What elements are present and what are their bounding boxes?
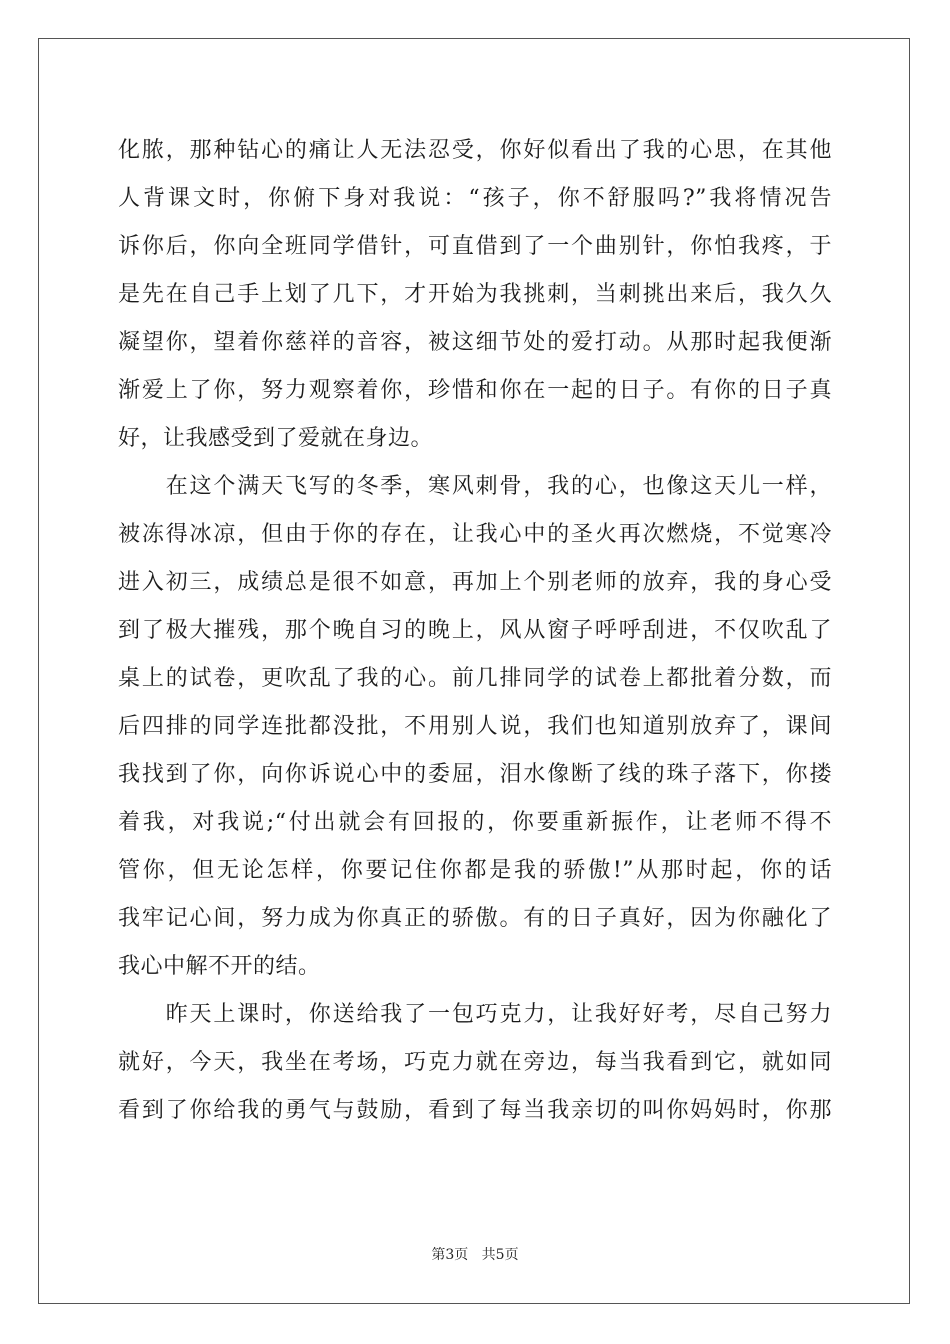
text-line: 渐爱上了你，努力观察着你，珍惜和你在一起的日子。有你的日子真	[118, 378, 832, 403]
text-line: 我找到了你，向你诉说心中的委屈，泪水像断了线的珠子落下，你搂	[118, 762, 832, 787]
text-line: 管你，但无论怎样，你要记住你都是我的骄傲!”从那时起，你的话	[118, 858, 832, 883]
page-total: 共5页	[481, 1247, 519, 1263]
text-line: 是先在自己手上划了几下，才开始为我挑刺，当刺挑出来后，我久久	[118, 282, 832, 307]
text-line: 人背课文时，你俯下身对我说：“孩子，你不舒服吗?”我将情况告	[118, 186, 832, 211]
text-line: 在这个满天飞写的冬季，寒风刺骨，我的心，也像这天儿一样，	[118, 474, 832, 499]
page-footer	[0, 1244, 950, 1264]
text-line: 看到了你给我的勇气与鼓励，看到了每当我亲切的叫你妈妈时，你那	[118, 1098, 832, 1123]
text-line: 被冻得冰凉，但由于你的存在，让我心中的圣火再次燃烧，不觉寒冷	[118, 522, 832, 547]
text-line: 就好，今天，我坐在考场，巧克力就在旁边，每当我看到它，就如同	[118, 1050, 832, 1075]
document-body	[118, 131, 832, 1139]
text-line: 化脓，那种钻心的痛让人无法忍受，你好似看出了我的心思，在其他	[118, 138, 832, 163]
text-line: 我心中解不开的结。	[118, 954, 321, 979]
text-line: 诉你后，你向全班同学借针，可直借到了一个曲别针，你怕我疼，于	[118, 234, 832, 259]
text-line: 着我，对我说;“付出就会有回报的，你要重新振作，让老师不得不	[118, 810, 832, 835]
text-line: 进入初三，成绩总是很不如意，再加上个别老师的放弃，我的身心受	[118, 570, 832, 595]
text-line: 桌上的试卷，更吹乱了我的心。前几排同学的试卷上都批着分数，而	[118, 666, 832, 691]
text-line: 我牢记心间，努力成为你真正的骄傲。有的日子真好，因为你融化了	[118, 906, 832, 931]
text-line: 昨天上课时，你送给我了一包巧克力，让我好好考，尽自己努力	[118, 1002, 832, 1027]
text-line: 好，让我感受到了爱就在身边。	[118, 426, 434, 451]
page-number: 第3页	[431, 1247, 469, 1263]
text-line: 凝望你，望着你慈祥的音容，被这细节处的爱打动。从那时起我便渐	[118, 330, 832, 355]
text-line: 后四排的同学连批都没批，不用别人说，我们也知道别放弃了，课间	[118, 714, 832, 739]
text-line: 到了极大摧残，那个晚自习的晚上，风从窗子呼呼刮进，不仅吹乱了	[118, 618, 832, 643]
